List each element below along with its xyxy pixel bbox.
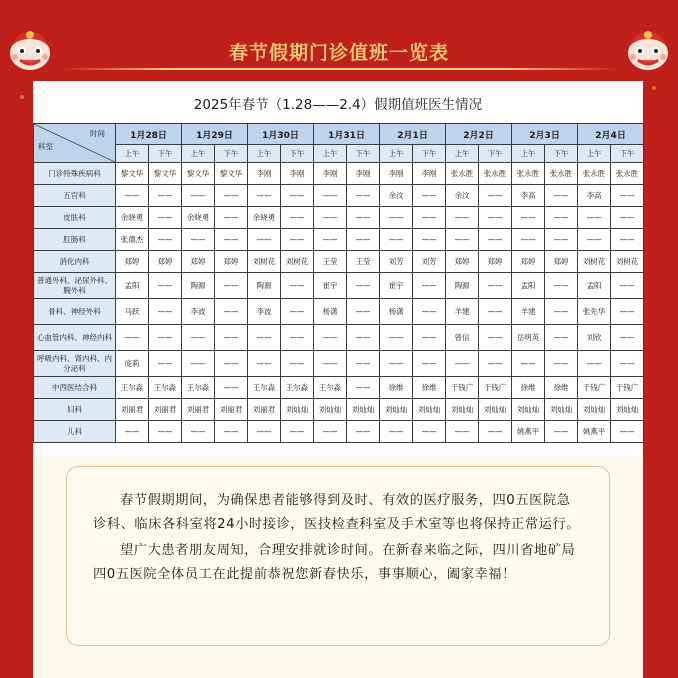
duty-cell: 姚燕平 bbox=[512, 421, 545, 443]
duty-cell: —— bbox=[479, 229, 512, 251]
banner bbox=[0, 30, 678, 72]
date-header: 2月4日 bbox=[578, 124, 644, 145]
duty-cell: —— bbox=[215, 229, 248, 251]
duty-cell: 孟阳 bbox=[578, 273, 611, 299]
duty-cell: 杨潇 bbox=[314, 299, 347, 325]
duty-cell: —— bbox=[215, 299, 248, 325]
duty-cell: 姚燕平 bbox=[578, 421, 611, 443]
duty-cell: 李刚 bbox=[380, 163, 413, 185]
duty-cell: 李刚 bbox=[248, 163, 281, 185]
dept-cell: 肛肠科 bbox=[34, 229, 116, 251]
duty-cell: 于钱广 bbox=[446, 377, 479, 399]
duty-cell: —— bbox=[281, 299, 314, 325]
duty-cell: 徐维 bbox=[413, 377, 446, 399]
duty-cell: 王尔淼 bbox=[281, 377, 314, 399]
notice-paragraph-2: 望广大患者朋友周知，合理安排就诊时间。在新春来临之际，四川省地矿局四0五医院全体员工在此提前恭祝您新春快乐，事事顺心，阖家幸福！ bbox=[93, 543, 576, 582]
duty-cell: —— bbox=[545, 273, 578, 299]
am-header: 上午 bbox=[446, 145, 479, 163]
duty-cell: 刘树花 bbox=[281, 251, 314, 273]
dept-cell: 妇科 bbox=[34, 399, 116, 421]
table-title: 2025年春节（1.28——2.4）假期值班医生情况 bbox=[193, 97, 483, 113]
duty-cell: —— bbox=[215, 325, 248, 351]
schedule-body bbox=[34, 163, 644, 443]
duty-cell: —— bbox=[578, 351, 611, 377]
corner-dept-label: 科室 bbox=[38, 142, 53, 151]
date-header: 2月1日 bbox=[380, 124, 446, 145]
duty-cell: 张永胜 bbox=[479, 163, 512, 185]
duty-cell: —— bbox=[314, 351, 347, 377]
lion-dance-head-icon bbox=[624, 26, 672, 74]
duty-cell: 王莹 bbox=[347, 251, 380, 273]
duty-cell: —— bbox=[413, 185, 446, 207]
corner-header bbox=[34, 124, 116, 163]
duty-cell: —— bbox=[545, 351, 578, 377]
duty-cell: 孟阳 bbox=[512, 273, 545, 299]
duty-cell: 郑婷 bbox=[512, 251, 545, 273]
duty-cell: 刘灿灿 bbox=[479, 399, 512, 421]
lion-dance-head-icon bbox=[6, 26, 54, 74]
duty-schedule-table bbox=[33, 123, 644, 443]
duty-cell: —— bbox=[149, 351, 182, 377]
duty-cell: —— bbox=[215, 377, 248, 399]
table-row bbox=[34, 399, 644, 421]
duty-cell: 刘丽君 bbox=[182, 399, 215, 421]
duty-cell: —— bbox=[479, 207, 512, 229]
notice-paragraph-1: 春节假期期间，为确保患者能够得到及时、有效的医疗服务，四0五医院急诊科、临床各科室将24小时接诊，医技检查科室及手术室等也将保持正常运行。 bbox=[93, 493, 581, 532]
duty-cell: —— bbox=[281, 185, 314, 207]
duty-cell: 崔宇 bbox=[380, 273, 413, 299]
duty-cell: 王尔淼 bbox=[314, 377, 347, 399]
duty-cell: 刘灿灿 bbox=[314, 399, 347, 421]
pm-header: 下午 bbox=[347, 145, 380, 163]
duty-cell: —— bbox=[116, 421, 149, 443]
duty-cell: —— bbox=[314, 207, 347, 229]
duty-cell: 黎文华 bbox=[116, 163, 149, 185]
duty-cell: —— bbox=[149, 299, 182, 325]
table-row bbox=[34, 299, 644, 325]
duty-cell: —— bbox=[479, 185, 512, 207]
duty-cell: 余汶 bbox=[380, 185, 413, 207]
duty-cell: —— bbox=[413, 351, 446, 377]
duty-cell: 黎文华 bbox=[215, 163, 248, 185]
duty-cell: 刘灿灿 bbox=[611, 399, 644, 421]
duty-cell: —— bbox=[446, 351, 479, 377]
duty-cell: —— bbox=[512, 351, 545, 377]
duty-cell: —— bbox=[281, 325, 314, 351]
duty-cell: —— bbox=[347, 207, 380, 229]
duty-cell: —— bbox=[281, 273, 314, 299]
am-header: 上午 bbox=[578, 145, 611, 163]
duty-cell: —— bbox=[182, 325, 215, 351]
duty-cell: —— bbox=[413, 299, 446, 325]
duty-cell: 余晓勇 bbox=[248, 207, 281, 229]
dept-cell: 皮肤科 bbox=[34, 207, 116, 229]
duty-cell: —— bbox=[248, 229, 281, 251]
duty-cell: 刘芳 bbox=[413, 251, 446, 273]
table-row bbox=[34, 421, 644, 443]
pm-header: 下午 bbox=[215, 145, 248, 163]
duty-cell: —— bbox=[380, 325, 413, 351]
ampm-header-row bbox=[34, 145, 644, 163]
duty-cell: 于钱广 bbox=[578, 377, 611, 399]
pm-header: 下午 bbox=[149, 145, 182, 163]
duty-cell: 于钱广 bbox=[611, 377, 644, 399]
duty-cell: —— bbox=[248, 351, 281, 377]
duty-cell: —— bbox=[182, 185, 215, 207]
duty-cell: —— bbox=[149, 207, 182, 229]
duty-cell: —— bbox=[446, 421, 479, 443]
duty-cell: 郑婷 bbox=[116, 251, 149, 273]
table-row bbox=[34, 163, 644, 185]
duty-cell: —— bbox=[347, 351, 380, 377]
duty-cell: 刘树花 bbox=[248, 251, 281, 273]
table-row bbox=[34, 251, 644, 273]
duty-cell: —— bbox=[149, 185, 182, 207]
date-header: 1月31日 bbox=[314, 124, 380, 145]
duty-cell: 刘丽君 bbox=[116, 399, 149, 421]
duty-cell: —— bbox=[314, 185, 347, 207]
duty-cell: 王尔淼 bbox=[116, 377, 149, 399]
duty-cell: —— bbox=[281, 207, 314, 229]
duty-cell: 张永胜 bbox=[446, 163, 479, 185]
table-row bbox=[34, 377, 644, 399]
duty-cell: —— bbox=[347, 185, 380, 207]
dept-cell: 五官科 bbox=[34, 185, 116, 207]
duty-cell: 郑婷 bbox=[479, 251, 512, 273]
notice-box bbox=[66, 466, 610, 646]
duty-cell: 郑婷 bbox=[446, 251, 479, 273]
duty-cell: —— bbox=[413, 325, 446, 351]
duty-cell: —— bbox=[116, 185, 149, 207]
am-header: 上午 bbox=[314, 145, 347, 163]
duty-cell: 刘树花 bbox=[611, 251, 644, 273]
am-header: 上午 bbox=[380, 145, 413, 163]
duty-cell: —— bbox=[611, 299, 644, 325]
duty-cell: 庞莉 bbox=[116, 351, 149, 377]
table-row bbox=[34, 273, 644, 299]
pm-header: 下午 bbox=[413, 145, 446, 163]
duty-cell: —— bbox=[347, 325, 380, 351]
duty-cell: 刘灿灿 bbox=[512, 399, 545, 421]
duty-cell: 徐维 bbox=[512, 377, 545, 399]
duty-cell: 杨潇 bbox=[380, 299, 413, 325]
duty-cell: —— bbox=[545, 421, 578, 443]
duty-cell: —— bbox=[446, 229, 479, 251]
duty-cell: —— bbox=[413, 273, 446, 299]
duty-cell: 羊建 bbox=[446, 299, 479, 325]
duty-cell: —— bbox=[545, 229, 578, 251]
duty-cell: —— bbox=[116, 325, 149, 351]
duty-cell: 刘树花 bbox=[578, 251, 611, 273]
duty-cell: 黎文华 bbox=[182, 163, 215, 185]
duty-cell: —— bbox=[578, 229, 611, 251]
pm-header: 下午 bbox=[611, 145, 644, 163]
duty-cell: —— bbox=[347, 273, 380, 299]
date-header: 2月3日 bbox=[512, 124, 578, 145]
duty-cell: —— bbox=[215, 207, 248, 229]
duty-cell: —— bbox=[380, 207, 413, 229]
duty-cell: —— bbox=[281, 421, 314, 443]
dept-cell: 儿科 bbox=[34, 421, 116, 443]
duty-cell: 徐维 bbox=[545, 377, 578, 399]
duty-cell: 刘灿灿 bbox=[545, 399, 578, 421]
duty-cell: —— bbox=[545, 185, 578, 207]
duty-cell: 刘丽君 bbox=[248, 399, 281, 421]
duty-cell: —— bbox=[149, 229, 182, 251]
duty-cell: —— bbox=[380, 351, 413, 377]
duty-cell: —— bbox=[149, 273, 182, 299]
duty-cell: 张德杰 bbox=[116, 229, 149, 251]
dept-cell: 骨科、神经外科 bbox=[34, 299, 116, 325]
date-header: 1月30日 bbox=[248, 124, 314, 145]
duty-cell: 刘灿灿 bbox=[380, 399, 413, 421]
duty-cell: 李高 bbox=[578, 185, 611, 207]
duty-cell: 孟阳 bbox=[116, 273, 149, 299]
duty-cell: 余汶 bbox=[446, 185, 479, 207]
duty-cell: 李刚 bbox=[413, 163, 446, 185]
duty-cell: —— bbox=[215, 185, 248, 207]
duty-cell: —— bbox=[248, 185, 281, 207]
duty-cell: 崔宇 bbox=[314, 273, 347, 299]
duty-cell: —— bbox=[479, 351, 512, 377]
duty-cell: —— bbox=[347, 229, 380, 251]
duty-cell: —— bbox=[611, 325, 644, 351]
duty-cell: —— bbox=[545, 299, 578, 325]
table-row bbox=[34, 351, 644, 377]
date-header-row bbox=[34, 124, 644, 145]
duty-cell: —— bbox=[314, 325, 347, 351]
duty-cell: 郑婷 bbox=[149, 251, 182, 273]
duty-cell: 陶源 bbox=[248, 273, 281, 299]
duty-cell: 陶源 bbox=[182, 273, 215, 299]
duty-cell: 刘灿灿 bbox=[281, 399, 314, 421]
duty-cell: —— bbox=[281, 229, 314, 251]
duty-cell: 黎文华 bbox=[149, 163, 182, 185]
duty-cell: —— bbox=[413, 421, 446, 443]
duty-cell: 李刚 bbox=[347, 163, 380, 185]
duty-cell: 张先华 bbox=[578, 299, 611, 325]
pm-header: 下午 bbox=[545, 145, 578, 163]
duty-cell: —— bbox=[611, 421, 644, 443]
duty-cell: —— bbox=[479, 273, 512, 299]
duty-cell: —— bbox=[446, 207, 479, 229]
table-row bbox=[34, 185, 644, 207]
date-header: 1月29日 bbox=[182, 124, 248, 145]
duty-cell: —— bbox=[479, 299, 512, 325]
duty-cell: 张永胜 bbox=[578, 163, 611, 185]
decor-dot bbox=[652, 86, 656, 90]
pm-header: 下午 bbox=[281, 145, 314, 163]
duty-cell: 马跃 bbox=[116, 299, 149, 325]
duty-cell: —— bbox=[611, 351, 644, 377]
duty-cell: —— bbox=[149, 325, 182, 351]
duty-cell: —— bbox=[314, 229, 347, 251]
duty-cell: 张永胜 bbox=[611, 163, 644, 185]
pm-header: 下午 bbox=[479, 145, 512, 163]
duty-cell: 郑婷 bbox=[182, 251, 215, 273]
table-row bbox=[34, 207, 644, 229]
duty-cell: 徐维 bbox=[380, 377, 413, 399]
duty-cell: 王莹 bbox=[314, 251, 347, 273]
decor-dot bbox=[20, 95, 24, 99]
duty-cell: —— bbox=[248, 421, 281, 443]
duty-cell: 余晓勇 bbox=[182, 207, 215, 229]
banner-underline bbox=[60, 68, 618, 70]
duty-cell: —— bbox=[380, 421, 413, 443]
dept-cell: 中西医结合科 bbox=[34, 377, 116, 399]
duty-cell: —— bbox=[380, 229, 413, 251]
duty-cell: —— bbox=[545, 325, 578, 351]
table-row bbox=[34, 325, 644, 351]
duty-cell: 王尔淼 bbox=[248, 377, 281, 399]
duty-cell: 刘灿灿 bbox=[578, 399, 611, 421]
duty-cell: 岳明英 bbox=[512, 325, 545, 351]
date-header: 1月28日 bbox=[116, 124, 182, 145]
duty-cell: 刘灿灿 bbox=[413, 399, 446, 421]
duty-cell: 陶源 bbox=[446, 273, 479, 299]
duty-cell: 曾信 bbox=[446, 325, 479, 351]
duty-cell: 李波 bbox=[182, 299, 215, 325]
duty-cell: 郑婷 bbox=[545, 251, 578, 273]
dept-cell: 呼吸内科、肾内科、内分泌科 bbox=[34, 351, 116, 377]
duty-cell: 刘丽君 bbox=[149, 399, 182, 421]
schedule-card bbox=[33, 81, 643, 456]
duty-cell: 李高 bbox=[512, 185, 545, 207]
duty-cell: 张永胜 bbox=[512, 163, 545, 185]
duty-cell: 李波 bbox=[248, 299, 281, 325]
duty-cell: —— bbox=[182, 229, 215, 251]
dept-cell: 心血管内科、神经内科 bbox=[34, 325, 116, 351]
dept-cell: 门诊特殊疾病科 bbox=[34, 163, 116, 185]
am-header: 上午 bbox=[512, 145, 545, 163]
duty-cell: —— bbox=[281, 351, 314, 377]
duty-cell: —— bbox=[545, 207, 578, 229]
duty-cell: 于钱广 bbox=[479, 377, 512, 399]
duty-cell: —— bbox=[611, 273, 644, 299]
duty-cell: 羊建 bbox=[512, 299, 545, 325]
am-header: 上午 bbox=[248, 145, 281, 163]
duty-cell: 王尔淼 bbox=[182, 377, 215, 399]
duty-cell: 张永胜 bbox=[545, 163, 578, 185]
am-header: 上午 bbox=[182, 145, 215, 163]
duty-cell: —— bbox=[347, 377, 380, 399]
duty-cell: —— bbox=[578, 207, 611, 229]
duty-cell: —— bbox=[182, 421, 215, 443]
duty-cell: 刘灿灿 bbox=[347, 399, 380, 421]
dept-cell: 普通外科、泌尿外科、胸外科 bbox=[34, 273, 116, 299]
duty-cell: —— bbox=[149, 421, 182, 443]
duty-cell: —— bbox=[611, 207, 644, 229]
duty-cell: —— bbox=[347, 421, 380, 443]
duty-cell: —— bbox=[215, 351, 248, 377]
duty-cell: 余晓勇 bbox=[116, 207, 149, 229]
duty-cell: 刘灿灿 bbox=[446, 399, 479, 421]
duty-cell: —— bbox=[347, 299, 380, 325]
duty-cell: 刘丽君 bbox=[215, 399, 248, 421]
duty-cell: —— bbox=[215, 421, 248, 443]
duty-cell: 刘欣 bbox=[578, 325, 611, 351]
duty-cell: 李刚 bbox=[314, 163, 347, 185]
date-header: 2月2日 bbox=[446, 124, 512, 145]
duty-cell: 郑婷 bbox=[215, 251, 248, 273]
duty-cell: —— bbox=[182, 351, 215, 377]
duty-cell: —— bbox=[215, 273, 248, 299]
am-header: 上午 bbox=[116, 145, 149, 163]
duty-cell: —— bbox=[314, 421, 347, 443]
duty-cell: 王尔淼 bbox=[149, 377, 182, 399]
banner-title: 春节假期门诊值班一览表 bbox=[228, 41, 449, 64]
duty-cell: —— bbox=[512, 229, 545, 251]
duty-cell: —— bbox=[479, 421, 512, 443]
corner-time-label: 时间 bbox=[90, 129, 105, 138]
table-row bbox=[34, 229, 644, 251]
duty-cell: —— bbox=[479, 325, 512, 351]
duty-cell: —— bbox=[611, 185, 644, 207]
dept-cell: 消化内科 bbox=[34, 251, 116, 273]
duty-cell: —— bbox=[413, 207, 446, 229]
duty-cell: —— bbox=[248, 325, 281, 351]
duty-cell: 李刚 bbox=[281, 163, 314, 185]
duty-cell: 刘芳 bbox=[380, 251, 413, 273]
duty-cell: —— bbox=[611, 229, 644, 251]
duty-cell: —— bbox=[413, 229, 446, 251]
duty-cell: —— bbox=[512, 207, 545, 229]
